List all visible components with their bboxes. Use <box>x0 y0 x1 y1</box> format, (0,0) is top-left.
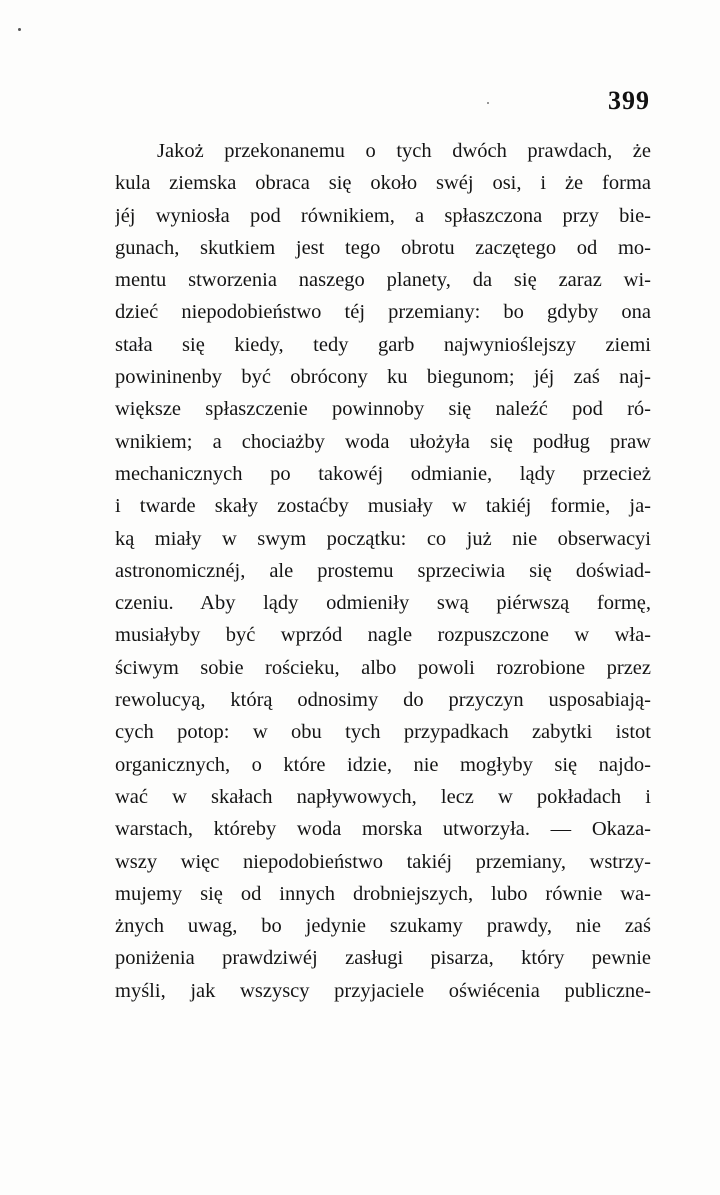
text-line: powininenby być obrócony ku biegunom; jéj zaś naj- <box>115 366 651 389</box>
text-line: jéj wyniosła pod równikiem, a spłaszczona przy bie- <box>115 204 651 227</box>
text-line: wać w skałach napływowych, lecz w pokładach i <box>115 785 651 808</box>
text-line: większe spłaszczenie powinnoby się naleźć pod ró- <box>115 398 651 421</box>
text-line: czeniu. Aby lądy odmieniły swą piérwszą formę, <box>115 592 651 615</box>
paper-speck <box>487 102 489 104</box>
text-line: mentu stworzenia naszego planety, da się zaraz wi- <box>115 269 651 292</box>
margin-speck <box>18 28 21 31</box>
text-line: wszy więc niepodobieństwo takiéj przemiany, wstrzy- <box>115 850 651 873</box>
text-line: poniżenia prawdziwéj zasługi pisarza, który pewnie <box>115 947 651 970</box>
text-line: mujemy się od innych drobniejszych, lubo równie wa- <box>115 882 651 905</box>
text-line: warstach, któreby woda morska utworzyła. — Okaza- <box>115 818 651 841</box>
text-line: musiałyby być wprzód nagle rozpuszczone w wła- <box>115 624 651 647</box>
text-line: ściwym sobie rościeku, albo powoli rozrobione przez <box>115 656 651 679</box>
text-line: myśli, jak wszyscy przyjaciele oświécenia publiczne- <box>115 979 651 1002</box>
text-line: astronomicznéj, ale prostemu sprzeciwia się doświad- <box>115 559 651 582</box>
body-text <box>115 135 651 1007</box>
text-line: cych potop: w obu tych przypadkach zabytki istot <box>115 721 651 744</box>
text-line: mechanicznych po takowéj odmianie, lądy przecież <box>115 462 651 485</box>
text-line: ką miały w swym początku: co już nie obserwacyi <box>115 527 651 550</box>
text-line: gunach, skutkiem jest tego obrotu zaczętego od mo- <box>115 236 651 259</box>
text-line: kula ziemska obraca się około swéj osi, i że forma <box>115 172 651 195</box>
text-line: organicznych, o które idzie, nie mogłyby się najdo- <box>115 753 651 776</box>
text-line: stała się kiedy, tedy garb najwynioślejszy ziemi <box>115 333 651 356</box>
text-line: dzieć niepodobieństwo téj przemiany: bo gdyby ona <box>115 301 651 324</box>
text-line: Jakoż przekonanemu o tych dwóch prawdach, że <box>157 140 651 162</box>
text-line: i twarde skały zostaćby musiały w takiéj formie, ja- <box>115 495 651 518</box>
text-line: wnikiem; a chociażby woda ułożyła się podług praw <box>115 430 651 453</box>
text-line: żnych uwag, bo jedynie szukamy prawdy, nie zaś <box>115 915 651 938</box>
text-line: rewolucyą, którą odnosimy do przyczyn usposabiają- <box>115 689 651 712</box>
page-number: 399 <box>608 86 650 115</box>
